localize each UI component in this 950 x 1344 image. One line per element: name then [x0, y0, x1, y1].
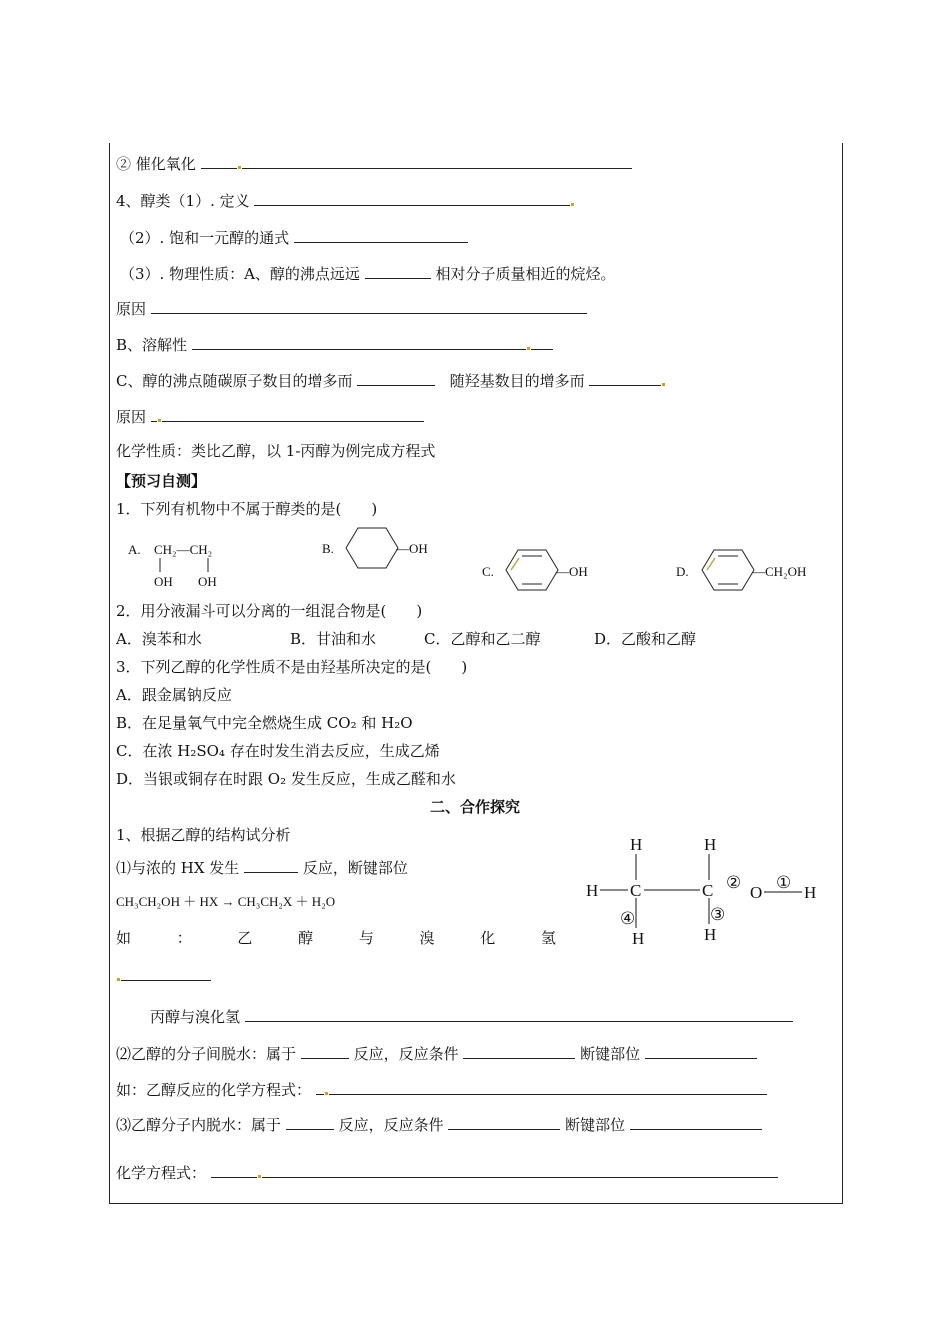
- bond-label-3: ③: [710, 905, 726, 924]
- bond-label-2: ②: [726, 873, 742, 892]
- explore-item-1: 1、根据乙醇的结构试分析: [116, 826, 291, 844]
- blank[interactable]: [589, 369, 661, 386]
- blank[interactable]: [630, 1113, 762, 1130]
- option-d-group: —CH₂OH: [752, 564, 807, 579]
- alcohol-definition-line: 4、醇类（1）. 定义: [116, 189, 575, 211]
- blank[interactable]: [286, 1113, 334, 1130]
- blank[interactable]: [162, 405, 424, 422]
- hx-reaction-line: ⑴与浓的 HX 发生 反应，断键部位: [116, 856, 408, 878]
- bond-label-1: ①: [776, 873, 792, 892]
- blank[interactable]: [531, 333, 553, 350]
- blank[interactable]: [151, 405, 157, 422]
- option-c-label[interactable]: C.: [482, 564, 494, 579]
- solubility-line: B、溶解性: [116, 333, 553, 355]
- blank[interactable]: [151, 297, 587, 314]
- chemical-property-line: 化学性质：类比乙醇，以 1-丙醇为例完成方程式: [116, 442, 436, 460]
- atom-h-right: H: [804, 883, 817, 902]
- atom-h-left: H: [586, 881, 599, 900]
- q2-option-b[interactable]: B．甘油和水: [290, 630, 377, 648]
- reason-line: 原因: [116, 297, 587, 319]
- atom-c-1: C: [630, 881, 642, 900]
- option-d-label[interactable]: D.: [676, 564, 689, 579]
- blank[interactable]: [645, 1042, 757, 1059]
- example-line: 如 ： 乙 醇 与 溴 化 氢: [116, 929, 556, 947]
- hx-equation: CH₃CH₂OH ＋ HX → CH₃CH₂X ＋ H₂O: [116, 894, 336, 909]
- reason-line-2: 原因: [116, 405, 424, 427]
- option-b-label[interactable]: B.: [322, 541, 334, 556]
- question-2: 2．用分液漏斗可以分离的一组混合物是( ): [116, 602, 423, 620]
- option-a-formula: CH₂—CH₂: [154, 542, 213, 557]
- ethanol-structure: [580, 830, 830, 952]
- intermolecular-equation-line: 如：乙醇反应的化学方程式：: [116, 1078, 767, 1100]
- intramolecular-line: ⑶乙醇分子内脱水：属于 反应，反应条件 断键部位: [116, 1113, 762, 1135]
- q2-option-a[interactable]: A．溴苯和水: [116, 630, 202, 648]
- question-1: 1．下列有机物中不属于醇类的是( ): [116, 500, 378, 518]
- atom-c-2: C: [702, 881, 714, 900]
- blank[interactable]: [245, 1005, 793, 1022]
- blank[interactable]: [192, 333, 526, 350]
- blank[interactable]: [365, 262, 431, 279]
- q3-option-a[interactable]: A．跟金属钠反应: [116, 686, 232, 704]
- atom-h-top-1: H: [630, 835, 643, 854]
- blank[interactable]: [301, 1042, 349, 1059]
- question-2-options: [116, 629, 696, 649]
- q2-option-d[interactable]: D．乙酸和乙醇: [594, 630, 697, 648]
- option-b-group: —OH: [396, 541, 428, 556]
- question-3: 3．下列乙醇的化学性质不是由羟基所决定的是( ): [116, 658, 468, 676]
- chemical-equation-line: 化学方程式：: [116, 1161, 778, 1183]
- atom-h-bottom-2: H: [704, 925, 717, 944]
- propanol-hbr-line: 丙醇与溴化氢: [150, 1005, 793, 1027]
- option-a-oh2: OH: [198, 574, 217, 589]
- blank[interactable]: [201, 152, 237, 169]
- blank[interactable]: [211, 1161, 257, 1178]
- blank[interactable]: [242, 152, 632, 169]
- physical-property-a-line: （3）. 物理性质：A、醇的沸点远远 相对分子质量相近的烷烃。: [120, 262, 616, 284]
- q3-option-d[interactable]: D．当银或铜存在时跟 O₂ 发生反应，生成乙醛和水: [116, 770, 456, 788]
- blank[interactable]: [448, 1113, 560, 1130]
- physical-property-c-line: C、醇的沸点随碳原子数目的增多而 随羟基数目的增多而: [116, 369, 666, 391]
- atom-h-top-2: H: [704, 835, 717, 854]
- bond-label-4: ④: [620, 909, 636, 928]
- blank[interactable]: [254, 189, 570, 206]
- option-a-oh1: OH: [154, 574, 173, 589]
- atom-h-bottom-1: H: [632, 929, 645, 948]
- blank[interactable]: [244, 856, 298, 873]
- q3-option-c[interactable]: C．在浓 H₂SO₄ 存在时发生消去反应，生成乙烯: [116, 742, 440, 760]
- general-formula-line: （2）. 饱和一元醇的通式: [120, 226, 468, 248]
- intermolecular-line: ⑵乙醇的分子间脱水：属于 反应，反应条件 断键部位: [116, 1042, 757, 1064]
- blank[interactable]: [294, 226, 468, 243]
- catalytic-oxidation-line: ② 催化氧化: [116, 152, 632, 174]
- blank[interactable]: [121, 964, 211, 981]
- blank[interactable]: [357, 369, 435, 386]
- blank[interactable]: [262, 1161, 778, 1178]
- explore-heading: 二、合作探究: [429, 798, 520, 816]
- option-c-group: —OH: [556, 564, 588, 579]
- option-a-bonds: [150, 556, 230, 576]
- preview-heading: 【预习自测】: [116, 472, 207, 490]
- q2-option-c[interactable]: C．乙醇和乙二醇: [424, 630, 541, 648]
- example-answer-line: [116, 964, 211, 986]
- blank[interactable]: [329, 1078, 767, 1095]
- blank[interactable]: [316, 1078, 324, 1095]
- q3-option-b[interactable]: B．在足量氧气中完全燃烧生成 CO₂ 和 H₂O: [116, 714, 413, 732]
- atom-o: O: [750, 883, 763, 902]
- option-a-label[interactable]: A.: [128, 542, 141, 557]
- blank[interactable]: [463, 1042, 575, 1059]
